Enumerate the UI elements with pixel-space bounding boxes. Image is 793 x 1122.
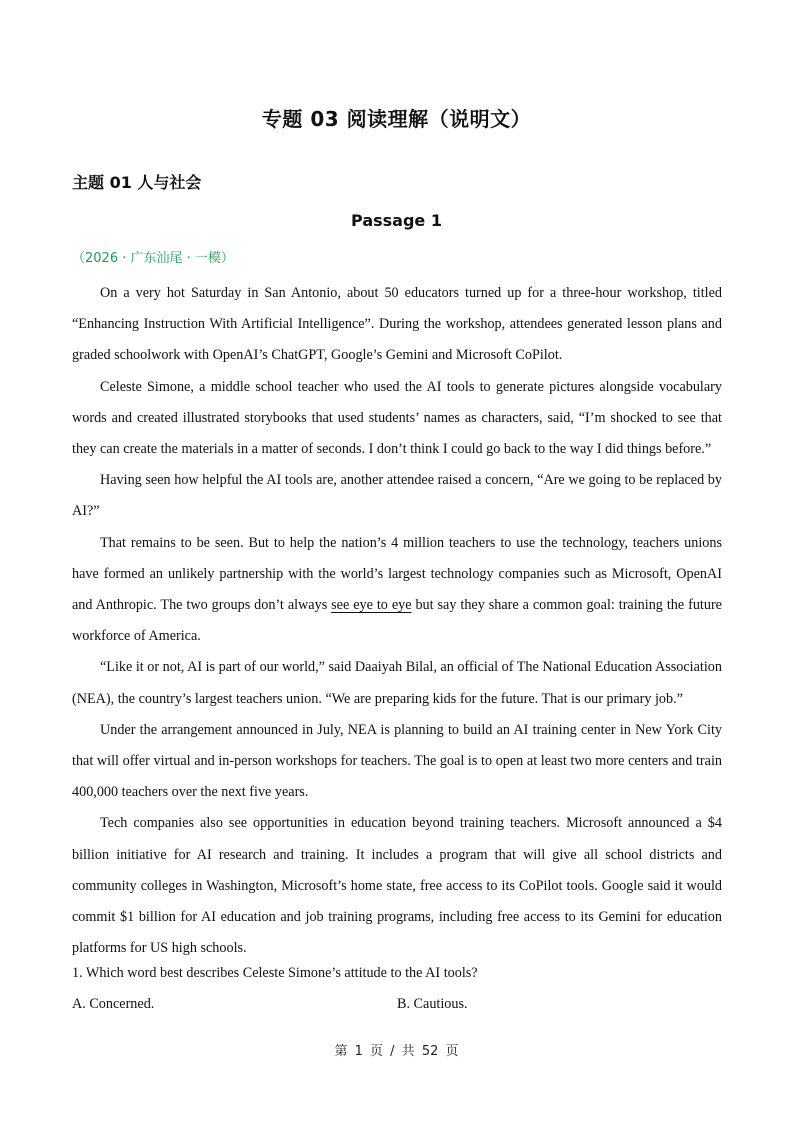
section-title: 主题 01 人与社会 <box>72 173 202 192</box>
underlined-phrase: see eye to eye <box>331 597 412 614</box>
paragraph: On a very hot Saturday in San Antonio, about 50 educators turned up for a three-hour workshop, titled “Enhancing Instruction With Artificial Intelligence”. During the workshop, attendees generated lesson plans and graded schoolwork with OpenAI’s ChatGPT, Google’s Gemini and Microsoft CoPilot. <box>72 285 722 364</box>
question-prompt: 1. Which word best describes Celeste Simone’s attitude to the AI tools? <box>72 965 478 981</box>
option-b: B. Cautious. <box>397 996 468 1012</box>
page-title: 专题 03 阅读理解（说明文） <box>261 107 532 131</box>
paragraph: Tech companies also see opportunities in education beyond training teachers. Microsoft announced a $4 billion initiative for AI research and training. It includes a program that will give all school districts and community colleges in Washington, Microsoft’s home state, free access to its CoPilot tools. Google said it would commit $1 billion for AI education and job training programs, including free access to its Gemini for education platforms for US high schools. <box>72 815 722 957</box>
paragraph: Celeste Simone, a middle school teacher who used the AI tools to generate pictures alongside vocabulary words and created illustrated storybooks that used students’ names as characters, said, “I’m shocked to see that they can create the materials in a matter of seconds. I don’t think I could go back to the way I did things before.” <box>72 378 722 458</box>
option-a: A. Concerned. <box>72 996 155 1012</box>
page-number-footer: 第 1 页 / 共 52 页 <box>334 1044 459 1059</box>
paragraph <box>72 528 722 653</box>
passage-title: Passage 1 <box>351 211 442 230</box>
paragraph: “Like it or not, AI is part of our world,” said Daaiyah Bilal, an official of The National Education Association (NEA), the country’s largest teachers union. “We are preparing kids for the future. That is our primary job.” <box>72 659 722 707</box>
paragraph-text: That remains to be seen. But to help the nation’s 4 million teachers to use the technology, teachers unions have formed an unlikely partnership with the world’s largest technology companies such as Microsoft, OpenAI and Anthropic. The two groups don’t always <box>72 534 722 614</box>
paragraph: Having seen how helpful the AI tools are, another attendee raised a concern, “Are we going to be replaced by AI?” <box>72 472 722 520</box>
paragraph-text: but say they share a common goal: training the future workforce of America. <box>72 597 722 645</box>
passage-body <box>72 278 722 964</box>
paragraph: Under the arrangement announced in July, NEA is planning to build an AI training center in New York City that will offer virtual and in-person workshops for teachers. The goal is to open at least two more centers and train 400,000 teachers over the next five years. <box>72 721 722 801</box>
source-tag: （2026 · 广东汕尾 · 一模） <box>72 251 234 266</box>
